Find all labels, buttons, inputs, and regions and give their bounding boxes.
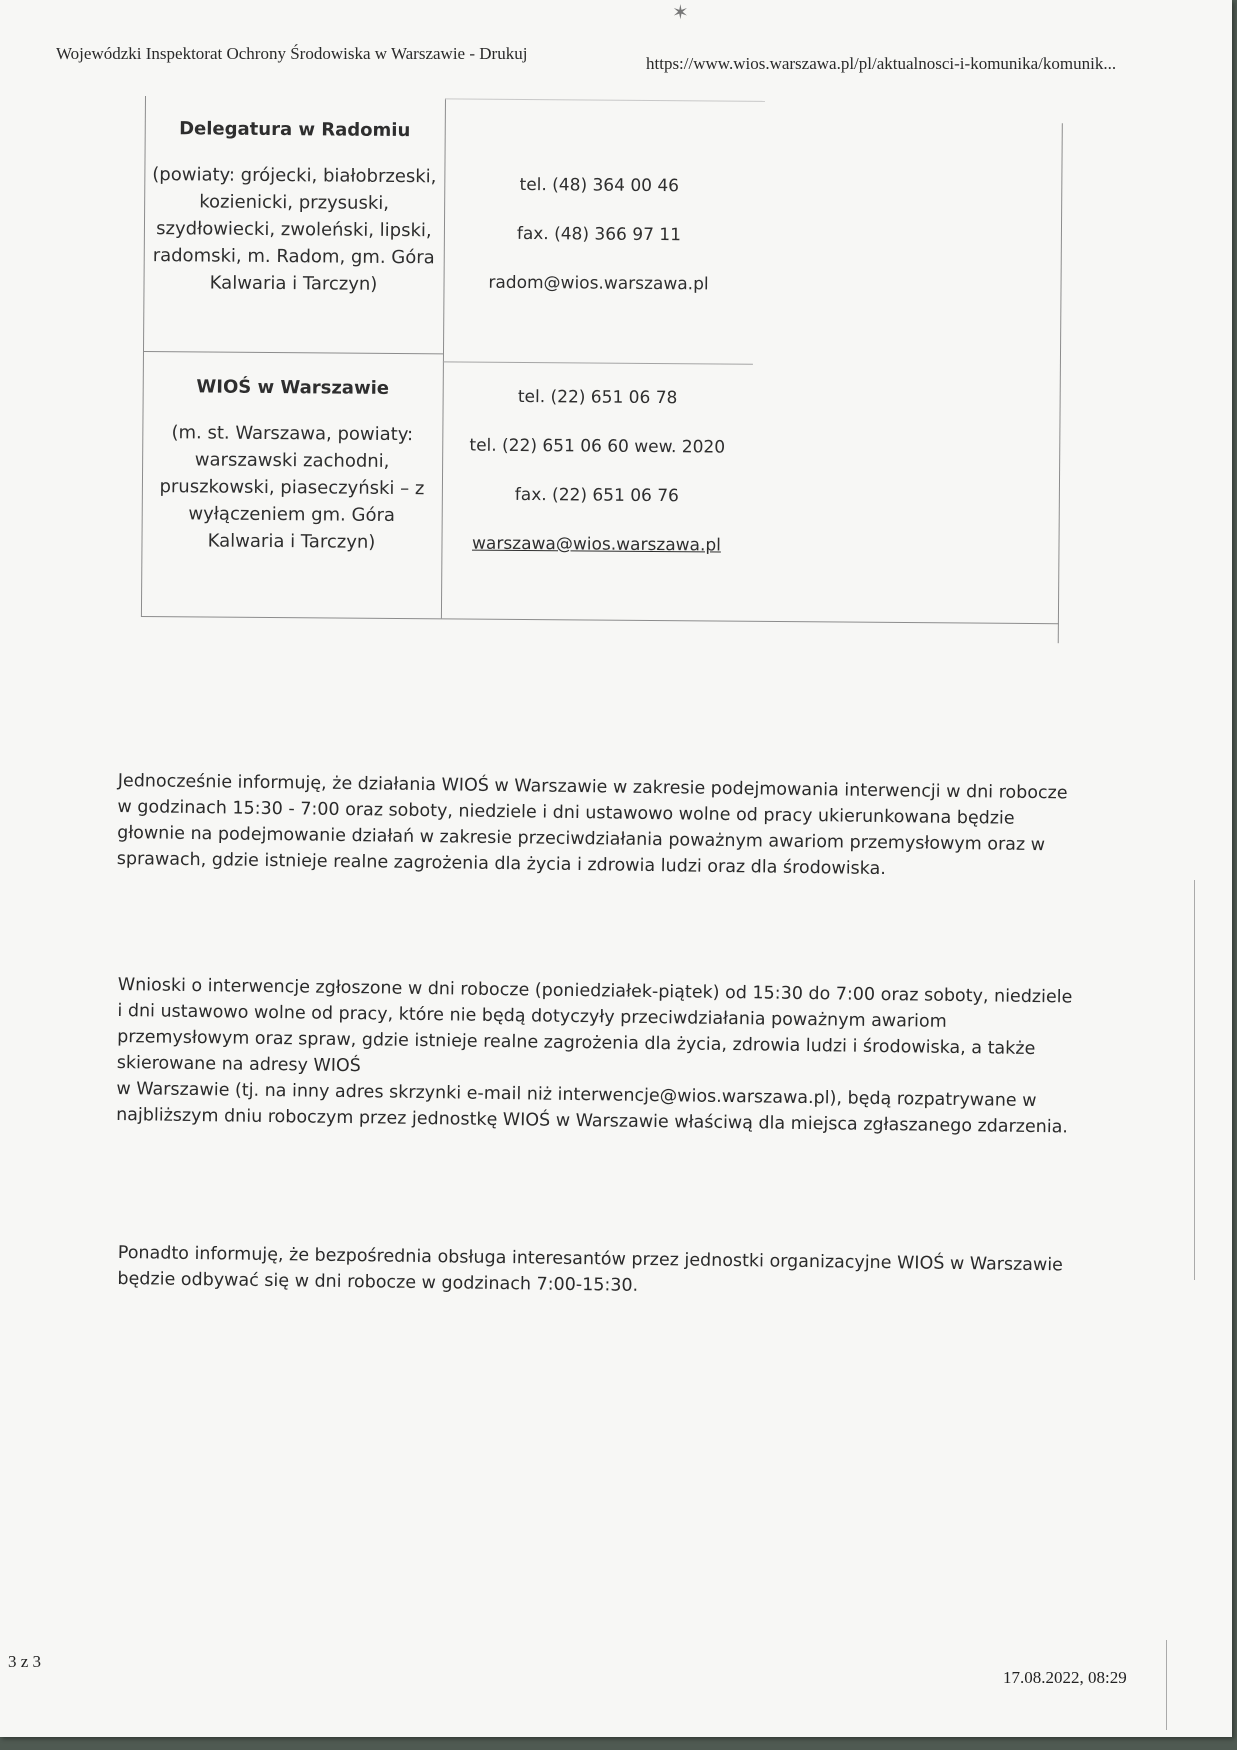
paragraph-interventions-requests (116, 972, 1078, 1141)
contact-table (141, 96, 1063, 643)
table-row-divider-right (443, 361, 753, 364)
contact-phone: tel. (48) 364 00 46 (519, 174, 680, 197)
office-radom (143, 118, 444, 298)
page-title: Wojewódzki Inspektorat Ochrony Środowiska w Warszawie - Drukuj (56, 44, 528, 63)
scan-edge-line (1194, 880, 1195, 1280)
contact-phone-ext: tel. (22) 651 06 60 wew. 2020 (469, 435, 726, 458)
table-row-divider (143, 351, 443, 354)
office-area: (m. st. Warszawa, powiaty: warszawski zachodni, pruszkowski, piaseczyński – z wyłączeniem gm. Góra Kalwaria i Tarczyn) (159, 422, 425, 553)
page-number: 3 z 3 (8, 1652, 42, 1671)
paragraph-customer-service (117, 1240, 1068, 1304)
paragraph-text-continued: w Warszawie (tj. na inny adres skrzynki e-mail niż interwencje@wios.warszawa.pl), będą rozpatrywane w najbliższym dniu roboczym przez jednostkę WIOŚ w Warszawie właściwą dla miejsca zgłaszanego zdarzenia. (115, 1078, 1069, 1138)
table-border-bottom (141, 616, 1059, 624)
scan-edge-line-lower (1166, 1640, 1167, 1730)
contact-email[interactable]: radom@wios.warszawa.pl (488, 272, 709, 295)
table-border-right (1058, 123, 1063, 643)
table-border-top (445, 98, 765, 102)
contact-email[interactable]: warszawa@wios.warszawa.pl (471, 533, 722, 556)
contact-fax: fax. (48) 366 97 11 (516, 223, 682, 246)
office-name: Delegatura w Radomiu (179, 118, 411, 142)
paragraph-interventions-scope (117, 768, 1078, 885)
scan-mark-icon: ✶ (672, 0, 689, 24)
office-area: (powiaty: grójecki, białobrzeski, kozienicki, przysuski, szydłowiecki, zwoleński, lipski, radomski, m. Radom, gm. Góra Kalwaria i Tarczyn) (152, 164, 437, 295)
paragraph-text: Jednocześnie informuję, że działania WIOŚ w Warszawie w zakresie podejmowania interwencji w dni robocze w godzinach 15:30 - 7:00 oraz soboty, niedziele i dni ustawowo wolne od pracy ukierunkowana będzie głownie na podejmowanie działań w zakresie przeciwdziałania poważnym awariom przemysłowym oraz w sprawach, gdzie istnieje realne zagrożenia dla życia i zdrowia ludzi oraz dla środowiska. (116, 770, 1068, 880)
office-radom-contacts (443, 174, 754, 323)
print-datetime: 17.08.2022, 08:29 (1003, 1668, 1127, 1687)
paragraph-text: Ponadto informuję, że bezpośrednia obsługa interesantów przez jednostki organizacyjne WIOŚ w Warszawie będzie odbywać się w dni robocze w godzinach 7:00-15:30. (117, 1242, 1064, 1296)
office-name: WIOŚ w Warszawie (196, 376, 390, 399)
contact-fax: fax. (22) 651 06 76 (514, 484, 679, 507)
contact-phone: tel. (22) 651 06 78 (517, 386, 678, 409)
office-warszawa (141, 376, 442, 556)
page-url: https://www.wios.warszawa.pl/pl/aktualnosci-i-komunika/komunik... (646, 54, 1117, 73)
paragraph-text: Wnioski o interwencje zgłoszone w dni robocze (poniedziałek-piątek) od 15:30 do 7:00 oraz soboty, niedziele i dni ustawowo wolne od pracy, które nie będą dotyczyły przeciwdziałania poważnym awariom przemysłowym oraz spraw, gdzie istnieje realne zagrożenia dla życia, zdrowia ludzi i środowiska, a także skierowane na adresy WIOŚ (116, 974, 1073, 1077)
office-warszawa-contacts (441, 386, 753, 584)
